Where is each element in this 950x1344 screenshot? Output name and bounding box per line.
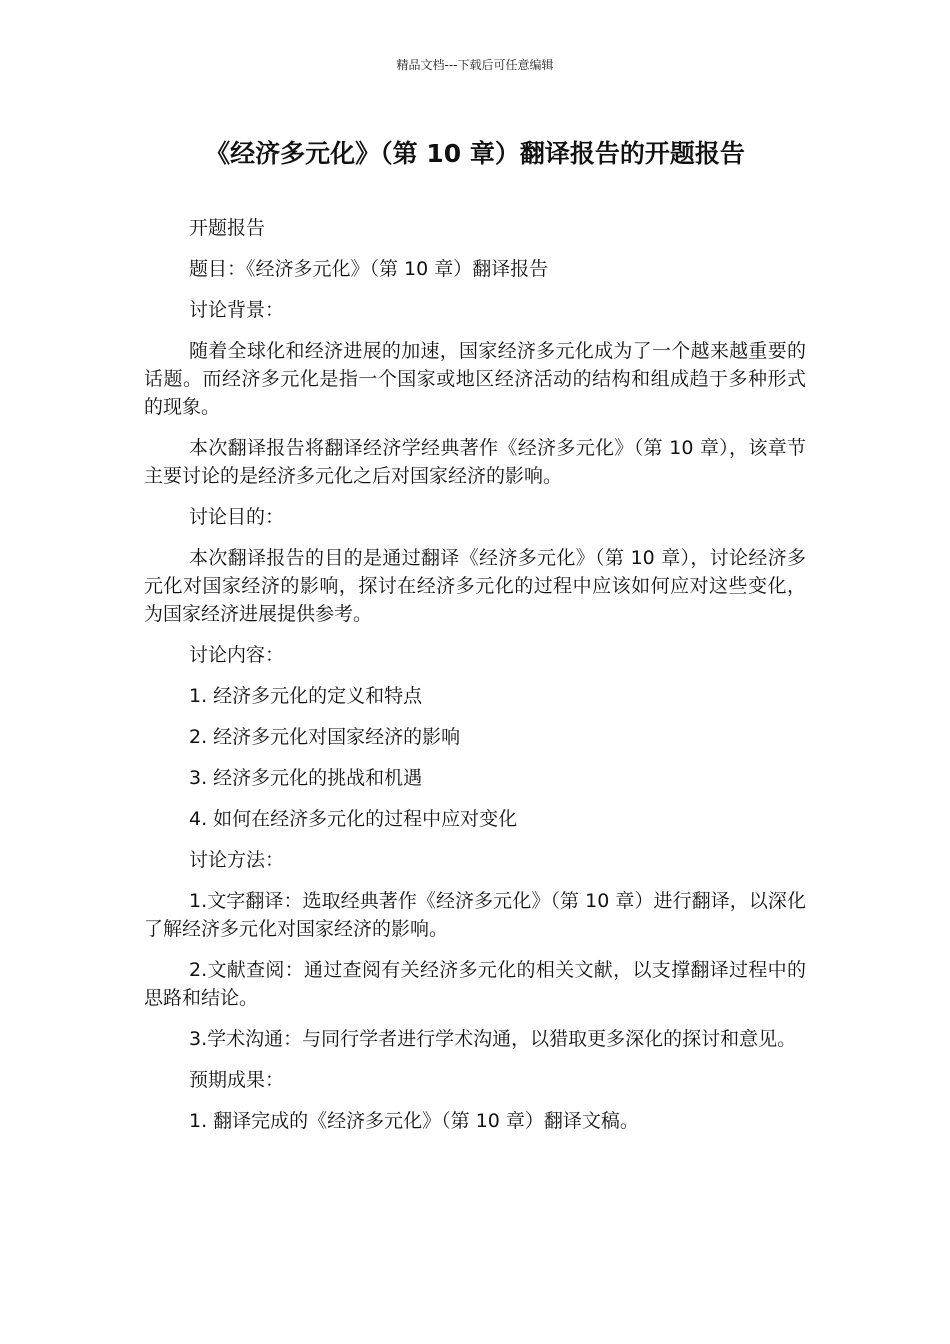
heading-background: 讨论背景： [189, 299, 285, 321]
heading-purpose: 讨论目的： [189, 506, 285, 528]
heading-content: 讨论内容： [189, 644, 285, 666]
list-item-content-2: 2. 经济多元化对国家经济的影响 [189, 726, 461, 748]
paragraph-purpose: 本次翻译报告的目的是通过翻译《经济多元化》（第 10 章），讨论经济多元化对国家经济的影响，探讨在经济多元化的过程中应该如何应对这些变化，为国家经济进展提供参考。 [144, 547, 806, 625]
list-item-method-3: 3.学术沟通：与同行学者进行学术沟通，以猎取更多深化的探讨和意见。 [189, 1028, 797, 1050]
heading-method: 讨论方法： [189, 849, 285, 871]
paragraph-report-label: 开题报告 [189, 217, 266, 239]
paragraph-background-2: 本次翻译报告将翻译经济学经典著作《经济多元化》（第 10 章），该章节主要讨论的是经济多元化之后对国家经济的影响。 [144, 437, 806, 487]
paragraph-background-1: 随着全球化和经济进展的加速，国家经济多元化成为了一个越来越重要的话题。而经济多元化是指一个国家或地区经济活动的结构和组成趋于多种形式的现象。 [144, 340, 806, 418]
list-item-result-1: 1. 翻译完成的《经济多元化》（第 10 章）翻译文稿。 [189, 1110, 639, 1132]
list-item-method-1: 1.文字翻译：选取经典著作《经济多元化》（第 10 章）进行翻译，以深化了解经济多元化对国家经济的影响。 [144, 890, 806, 940]
document-body [144, 214, 806, 1148]
heading-expected-results: 预期成果： [189, 1069, 285, 1091]
paragraph-topic: 题目：《经济多元化》（第 10 章）翻译报告 [189, 258, 549, 280]
page-header: 精品文档---下载后可任意编辑 [396, 58, 554, 72]
list-item-content-1: 1. 经济多元化的定义和特点 [189, 685, 423, 707]
document-title: 《经济多元化》（第 10 章）翻译报告的开题报告 [205, 139, 745, 168]
list-item-content-3: 3. 经济多元化的挑战和机遇 [189, 767, 423, 789]
list-item-content-4: 4. 如何在经济多元化的过程中应对变化 [189, 808, 518, 830]
list-item-method-2: 2.文献查阅：通过查阅有关经济多元化的相关文献，以支撑翻译过程中的思路和结论。 [144, 959, 806, 1009]
